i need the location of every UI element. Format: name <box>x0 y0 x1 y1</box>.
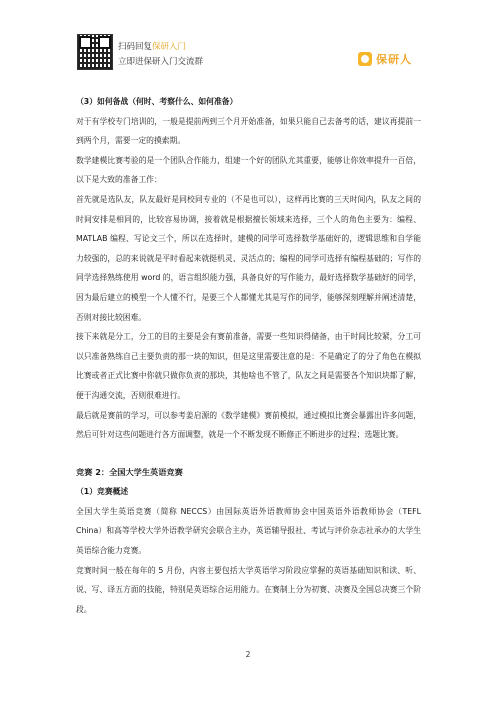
paragraph-neccs-schedule: 竞赛时间一般在每年的 5 月份，内容主要包括大学英语学习阶段应掌握的英语基础知识和读、听、说、写、译五方面的技能，特别是英语综合运用能力。在赛制上分为初赛、决赛及全国总决赛三个阶段。 <box>76 565 421 614</box>
paragraph-neccs-intro: 全国大学生英语竞赛（简称 NECCS）由国际英语外语教师协会中国英语外语教师协会（TEFL China）和高等学校大学外语教学研究会联合主办，英语辅导报社、考试与评价杂志社承办的大学生英语综合能力竞赛。 <box>76 506 421 556</box>
section-title-english-contest: 竞赛 2：全国大学生英语竞赛 <box>76 466 183 477</box>
logo-text: 保研人 <box>376 53 412 66</box>
scan-prompt <box>118 40 186 52</box>
document-body <box>76 92 421 619</box>
scan-keyword: 保研入门 <box>152 42 187 52</box>
section-spacer <box>76 445 421 463</box>
paragraph-division: 接下来就是分工，分工的目的主要是会有赛前准备，需要一些知识得储备，由于时间比较紧，分工可以只准备熟练自己主要负责的那一块的知识，但是这里需要注意的是：不是确定了的分了角色在模拟比赛或者正式比赛中你就只做你负责的那块，其他啥也不管了，队友之间是需要各个知识块都了解，便于沟通交流，否则很难进行。 <box>76 332 421 400</box>
paragraph-study: 最后就是赛前的学习，可以参考姜启源的《数学建模》赛前模拟，通过模拟比赛会暴露出许多问题，然后可针对这些问题进行各方面调整，就是一个不断发现不断修正不断进步的过程；选题比赛。 <box>76 410 421 440</box>
page-header <box>0 0 496 88</box>
paragraph-team: 数学建模比赛考验的是一个团队合作能力，组建一个好的团队尤其重要，能够让你效率提升一百倍，以下是大致的准备工作： <box>76 155 421 185</box>
subheading-prepare: （3）如何备战（何时、考察什么、如何准备） <box>76 97 238 106</box>
page-number: 2 <box>245 650 251 659</box>
subheading-overview: （1）竞赛概述 <box>76 487 129 497</box>
qr-code <box>77 34 113 70</box>
join-group-text: 立即进保研入门交流群 <box>118 57 204 67</box>
brand-logo <box>358 50 412 68</box>
logo-icon <box>358 52 372 66</box>
paragraph-timing: 对于有学校专门培训的，一般是提前两到三个月开始准备，如果只能自己去备考的话，建议再提前一到两个月，需要一定的摸索期。 <box>76 116 421 146</box>
paragraph-teammates: 首先就是选队友，队友最好是同校同专业的（不是也可以），这样再比赛的三天时间内，队友之间的时间安排是相同的，比较容易协调，接着就是根据擅长领域来选择，三个人的角色主要为：编程、MATLAB 编程、写论文三个，所以在选择时，建模的同学可选择数学基础好的，逻辑思维和自学能力较强的，总的来说就是平时看起来就挺机灵、灵活点的；编程的同学可选择有编程基础的；写作的同学选择熟练使用 word 的，语言组织能力强，具备良好的写作能力，最好选择数学基础好的同学，因为最后建立的模型一个人懂不行，是要三个人都懂尤其是写作的同学，能够深刻理解并阐述清楚，否则对接比较困难。 <box>76 194 421 322</box>
scan-prefix: 扫码回复 <box>118 42 153 52</box>
